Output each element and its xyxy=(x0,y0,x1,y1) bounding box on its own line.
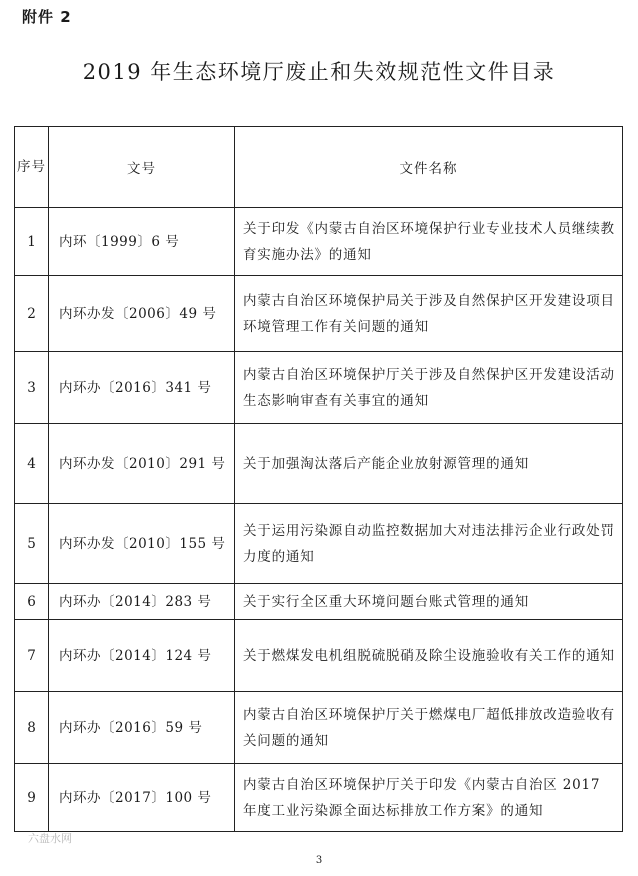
row-doc-no: 内环办〔2016〕59 号 xyxy=(49,692,235,764)
row-doc-no: 内环办〔2017〕100 号 xyxy=(49,764,235,832)
table-row xyxy=(15,584,623,620)
page-title: 2019 年生态环境厅废止和失效规范性文件目录 xyxy=(82,60,556,84)
row-number: 7 xyxy=(15,620,49,692)
row-number: 8 xyxy=(15,692,49,764)
row-doc-no: 内环办发〔2006〕49 号 xyxy=(49,276,235,352)
table-row xyxy=(15,208,623,276)
document-catalog-table xyxy=(14,126,623,832)
row-doc-name: 关于加强淘汰落后产能企业放射源管理的通知 xyxy=(235,424,623,504)
table-row xyxy=(15,764,623,832)
row-doc-no: 内环办发〔2010〕155 号 xyxy=(49,504,235,584)
row-doc-name: 内蒙古自治区环境保护厅关于涉及自然保护区开发建设活动生态影响审查有关事宜的通知 xyxy=(235,352,623,424)
row-doc-no: 内环办〔2014〕283 号 xyxy=(49,584,235,620)
row-doc-name: 关于印发《内蒙古自治区环境保护行业专业技术人员继续教育实施办法》的通知 xyxy=(235,208,623,276)
table-row xyxy=(15,276,623,352)
column-header-doc-name: 文件名称 xyxy=(235,127,623,208)
table-row xyxy=(15,504,623,584)
attachment-label: 附件 2 xyxy=(22,8,72,26)
row-number: 4 xyxy=(15,424,49,504)
table-row xyxy=(15,424,623,504)
row-doc-name: 关于运用污染源自动监控数据加大对违法排污企业行政处罚力度的通知 xyxy=(235,504,623,584)
row-number: 9 xyxy=(15,764,49,832)
row-doc-name: 内蒙古自治区环境保护局关于涉及自然保护区开发建设项目环境管理工作有关问题的通知 xyxy=(235,276,623,352)
column-header-doc-no: 文号 xyxy=(49,127,235,208)
row-number: 6 xyxy=(15,584,49,620)
watermark: 六盘水网 xyxy=(28,832,72,845)
row-number: 2 xyxy=(15,276,49,352)
row-number: 3 xyxy=(15,352,49,424)
row-number: 5 xyxy=(15,504,49,584)
row-doc-no: 内环〔1999〕6 号 xyxy=(49,208,235,276)
row-doc-no: 内环办发〔2010〕291 号 xyxy=(49,424,235,504)
table-row xyxy=(15,352,623,424)
row-number: 1 xyxy=(15,208,49,276)
row-doc-name: 关于实行全区重大环境问题台账式管理的通知 xyxy=(235,584,623,620)
row-doc-no: 内环办〔2016〕341 号 xyxy=(49,352,235,424)
table-row xyxy=(15,692,623,764)
row-doc-name: 内蒙古自治区环境保护厅关于燃煤电厂超低排放改造验收有关问题的通知 xyxy=(235,692,623,764)
table-row xyxy=(15,620,623,692)
row-doc-name: 关于燃煤发电机组脱硫脱硝及除尘设施验收有关工作的通知 xyxy=(235,620,623,692)
row-doc-no: 内环办〔2014〕124 号 xyxy=(49,620,235,692)
column-header-seq: 序号 xyxy=(15,127,49,208)
table-header-row xyxy=(15,127,623,208)
page-number: 3 xyxy=(315,855,323,866)
row-doc-name: 内蒙古自治区环境保护厅关于印发《内蒙古自治区 2017 年度工业污染源全面达标排放工作方案》的通知 xyxy=(235,764,623,832)
